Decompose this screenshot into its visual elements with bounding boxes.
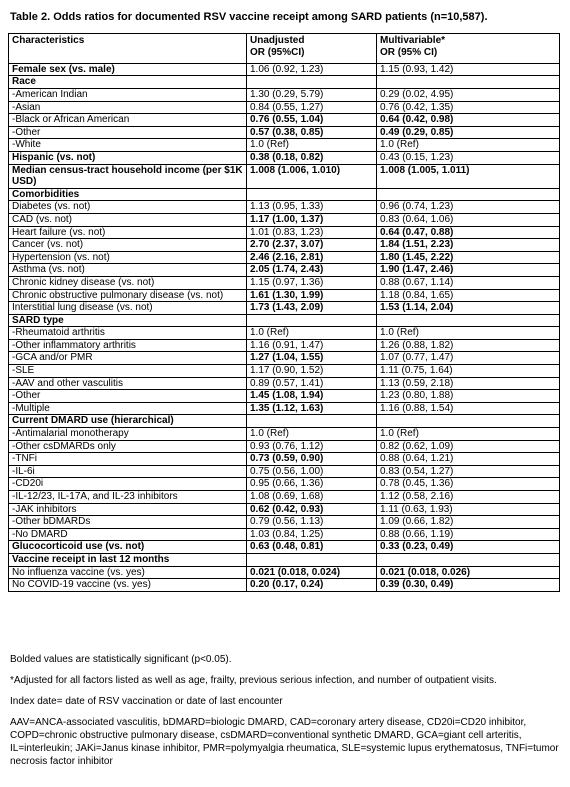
table-row — [9, 327, 560, 340]
unadjusted-or: 1.27 (1.04, 1.55) — [247, 352, 377, 365]
table-row — [9, 528, 560, 541]
table-row — [9, 264, 560, 277]
row-label: -Rheumatoid arthritis — [9, 327, 247, 340]
header-multivariable — [377, 34, 560, 64]
table-row — [9, 101, 560, 114]
multivariable-or: 0.83 (0.64, 1.06) — [377, 213, 560, 226]
multivariable-or: 1.008 (1.005, 1.011) — [377, 164, 560, 188]
unadjusted-or: 1.16 (0.91, 1.47) — [247, 339, 377, 352]
multivariable-or: 0.29 (0.02, 4.95) — [377, 89, 560, 102]
row-label: Heart failure (vs. not) — [9, 226, 247, 239]
multivariable-or: 1.13 (0.59, 2.18) — [377, 377, 560, 390]
row-label: SARD type — [9, 314, 247, 327]
multivariable-or: 0.33 (0.23, 0.49) — [377, 541, 560, 554]
multivariable-or — [377, 314, 560, 327]
unadjusted-or: 0.62 (0.42, 0.93) — [247, 503, 377, 516]
multivariable-or — [377, 188, 560, 201]
multivariable-or: 0.43 (0.15, 1.23) — [377, 151, 560, 164]
unadjusted-or: 1.17 (1.00, 1.37) — [247, 213, 377, 226]
unadjusted-or: 0.76 (0.55, 1.04) — [247, 114, 377, 127]
multivariable-or: 1.11 (0.75, 1.64) — [377, 365, 560, 378]
table-row — [9, 541, 560, 554]
multivariable-or — [377, 553, 560, 566]
row-label: Current DMARD use (hierarchical) — [9, 415, 247, 428]
multivariable-or: 1.15 (0.93, 1.42) — [377, 63, 560, 76]
table-row — [9, 415, 560, 428]
row-label: -IL-6i — [9, 465, 247, 478]
unadjusted-or: 0.73 (0.59, 0.90) — [247, 453, 377, 466]
multivariable-or: 0.82 (0.62, 1.09) — [377, 440, 560, 453]
table-row — [9, 289, 560, 302]
table-row — [9, 139, 560, 152]
table-row — [9, 302, 560, 315]
multivariable-or: 0.39 (0.30, 0.49) — [377, 579, 560, 592]
row-label: Hispanic (vs. not) — [9, 151, 247, 164]
table-row — [9, 201, 560, 214]
multivariable-or: 1.11 (0.63, 1.93) — [377, 503, 560, 516]
table-row — [9, 465, 560, 478]
table-row — [9, 239, 560, 252]
odds-ratio-table — [8, 33, 560, 592]
row-label: -IL-12/23, IL-17A, and IL-23 inhibitors — [9, 491, 247, 504]
unadjusted-or: 1.0 (Ref) — [247, 428, 377, 441]
row-label: -Other bDMARDs — [9, 516, 247, 529]
table-row — [9, 76, 560, 89]
unadjusted-or: 1.73 (1.43, 2.09) — [247, 302, 377, 315]
unadjusted-or: 0.20 (0.17, 0.24) — [247, 579, 377, 592]
multivariable-or: 1.23 (0.80, 1.88) — [377, 390, 560, 403]
table-row — [9, 579, 560, 592]
table-row — [9, 478, 560, 491]
table-row — [9, 188, 560, 201]
row-label: -No DMARD — [9, 528, 247, 541]
row-label: Hypertension (vs. not) — [9, 251, 247, 264]
row-label: Chronic kidney disease (vs. not) — [9, 276, 247, 289]
multivariable-or: 0.88 (0.67, 1.14) — [377, 276, 560, 289]
multivariable-or: 0.49 (0.29, 0.85) — [377, 126, 560, 139]
row-label: -AAV and other vasculitis — [9, 377, 247, 390]
row-label: -Black or African American — [9, 114, 247, 127]
table-row — [9, 453, 560, 466]
multivariable-or: 0.64 (0.42, 0.98) — [377, 114, 560, 127]
unadjusted-or: 0.84 (0.55, 1.27) — [247, 101, 377, 114]
table-row — [9, 516, 560, 529]
unadjusted-or: 0.89 (0.57, 1.41) — [247, 377, 377, 390]
header-unadjusted-line2: OR (95%CI) — [250, 47, 305, 59]
multivariable-or: 0.96 (0.74, 1.23) — [377, 201, 560, 214]
row-label: -Other — [9, 126, 247, 139]
unadjusted-or — [247, 415, 377, 428]
unadjusted-or: 1.35 (1.12, 1.63) — [247, 402, 377, 415]
multivariable-or: 0.64 (0.47, 0.88) — [377, 226, 560, 239]
multivariable-or: 1.09 (0.66, 1.82) — [377, 516, 560, 529]
unadjusted-or: 1.0 (Ref) — [247, 327, 377, 340]
significance-note: Bolded values are statistically significant (p<0.05). — [10, 654, 232, 665]
unadjusted-or: 0.75 (0.56, 1.00) — [247, 465, 377, 478]
multivariable-or: 1.18 (0.84, 1.65) — [377, 289, 560, 302]
unadjusted-or: 0.021 (0.018, 0.024) — [247, 566, 377, 579]
unadjusted-or: 1.01 (0.83, 1.23) — [247, 226, 377, 239]
row-label: CAD (vs. not) — [9, 213, 247, 226]
row-label: Race — [9, 76, 247, 89]
table-row — [9, 89, 560, 102]
unadjusted-or: 0.38 (0.18, 0.82) — [247, 151, 377, 164]
table-row — [9, 352, 560, 365]
multivariable-or: 1.84 (1.51, 2.23) — [377, 239, 560, 252]
unadjusted-or: 1.15 (0.97, 1.36) — [247, 276, 377, 289]
unadjusted-or: 0.63 (0.48, 0.81) — [247, 541, 377, 554]
unadjusted-or — [247, 76, 377, 89]
row-label: Interstitial lung disease (vs. not) — [9, 302, 247, 315]
unadjusted-or — [247, 553, 377, 566]
unadjusted-or: 1.03 (0.84, 1.25) — [247, 528, 377, 541]
table-row — [9, 314, 560, 327]
row-label: -Asian — [9, 101, 247, 114]
table-row — [9, 365, 560, 378]
unadjusted-or: 1.08 (0.69, 1.68) — [247, 491, 377, 504]
multivariable-or: 1.0 (Ref) — [377, 428, 560, 441]
table-title: Table 2. Odds ratios for documented RSV vaccine receipt among SARD patients (n=10,587). — [10, 11, 488, 23]
unadjusted-or — [247, 188, 377, 201]
table-row — [9, 339, 560, 352]
unadjusted-or: 1.45 (1.08, 1.94) — [247, 390, 377, 403]
row-label: Comorbidities — [9, 188, 247, 201]
unadjusted-or: 1.0 (Ref) — [247, 139, 377, 152]
multivariable-or: 1.0 (Ref) — [377, 139, 560, 152]
unadjusted-or: 1.30 (0.29, 5.79) — [247, 89, 377, 102]
table-row — [9, 63, 560, 76]
table-header-row — [9, 34, 560, 64]
multivariable-or: 0.88 (0.64, 1.21) — [377, 453, 560, 466]
header-multivariable-line2: OR (95% CI) — [380, 47, 438, 59]
table-row — [9, 553, 560, 566]
table-row — [9, 503, 560, 516]
table-row — [9, 151, 560, 164]
row-label: -American Indian — [9, 89, 247, 102]
table-row — [9, 377, 560, 390]
multivariable-or: 0.88 (0.66, 1.19) — [377, 528, 560, 541]
table-row — [9, 164, 560, 188]
unadjusted-or — [247, 314, 377, 327]
row-label: No influenza vaccine (vs. yes) — [9, 566, 247, 579]
table-row — [9, 566, 560, 579]
table-row — [9, 226, 560, 239]
unadjusted-or: 1.06 (0.92, 1.23) — [247, 63, 377, 76]
table-row — [9, 126, 560, 139]
header-characteristics: Characteristics — [9, 34, 247, 64]
table-row — [9, 440, 560, 453]
unadjusted-or: 2.46 (2.16, 2.81) — [247, 251, 377, 264]
row-label: -TNFi — [9, 453, 247, 466]
table-row — [9, 114, 560, 127]
multivariable-or: 0.78 (0.45, 1.36) — [377, 478, 560, 491]
unadjusted-or: 2.70 (2.37, 3.07) — [247, 239, 377, 252]
unadjusted-or: 0.93 (0.76, 1.12) — [247, 440, 377, 453]
unadjusted-or: 0.57 (0.38, 0.85) — [247, 126, 377, 139]
table-row — [9, 402, 560, 415]
row-label: -Other csDMARDs only — [9, 440, 247, 453]
row-label: Cancer (vs. not) — [9, 239, 247, 252]
table-row — [9, 491, 560, 504]
row-label: -Multiple — [9, 402, 247, 415]
multivariable-or — [377, 415, 560, 428]
row-label: -Other — [9, 390, 247, 403]
row-label: No COVID-19 vaccine (vs. yes) — [9, 579, 247, 592]
header-multivariable-line1: Multivariable* — [380, 35, 446, 46]
row-label: Asthma (vs. not) — [9, 264, 247, 277]
unadjusted-or: 1.13 (0.95, 1.33) — [247, 201, 377, 214]
unadjusted-or: 1.17 (0.90, 1.52) — [247, 365, 377, 378]
multivariable-or: 0.76 (0.42, 1.35) — [377, 101, 560, 114]
row-label: -GCA and/or PMR — [9, 352, 247, 365]
multivariable-or: 1.0 (Ref) — [377, 327, 560, 340]
row-label: -White — [9, 139, 247, 152]
row-label: -Other inflammatory arthritis — [9, 339, 247, 352]
row-label: -JAK inhibitors — [9, 503, 247, 516]
multivariable-or: 1.07 (0.77, 1.47) — [377, 352, 560, 365]
row-label: Female sex (vs. male) — [9, 63, 247, 76]
multivariable-or: 1.12 (0.58, 2.16) — [377, 491, 560, 504]
table-row — [9, 390, 560, 403]
unadjusted-or: 1.008 (1.006, 1.010) — [247, 164, 377, 188]
row-label: -CD20i — [9, 478, 247, 491]
multivariable-or: 0.021 (0.018, 0.026) — [377, 566, 560, 579]
unadjusted-or: 1.61 (1.30, 1.99) — [247, 289, 377, 302]
unadjusted-or: 0.79 (0.56, 1.13) — [247, 516, 377, 529]
row-label: Diabetes (vs. not) — [9, 201, 247, 214]
multivariable-or: 1.26 (0.88, 1.82) — [377, 339, 560, 352]
row-label: Chronic obstructive pulmonary disease (vs. not) — [9, 289, 247, 302]
table-row — [9, 213, 560, 226]
multivariable-or: 0.83 (0.54, 1.27) — [377, 465, 560, 478]
table-notes — [10, 653, 562, 776]
unadjusted-or: 0.95 (0.66, 1.36) — [247, 478, 377, 491]
row-label: -Antimalarial monotherapy — [9, 428, 247, 441]
multivariable-or — [377, 76, 560, 89]
multivariable-or: 1.80 (1.45, 2.22) — [377, 251, 560, 264]
multivariable-or: 1.16 (0.88, 1.54) — [377, 402, 560, 415]
header-unadjusted-line1: Unadjusted — [250, 35, 305, 46]
abbreviations-note: AAV=ANCA-associated vasculitis, bDMARD=biologic DMARD, CAD=coronary artery disease, CD20i=CD20 inhibitor, COPD=chronic obstructive pulmonary disease, csDMARD=conventional synthetic DMARD, GCA=giant cell arteritis, IL=interleukin; JAKi=Janus kinase inhibitor, PMR=polymyalgia rheumatica, SLE=systemic lupus erythematosus, TNFi=tumor necrosis factor inhibitor — [10, 717, 559, 767]
table-row — [9, 251, 560, 264]
row-label: Glucocorticoid use (vs. not) — [9, 541, 247, 554]
multivariable-or: 1.90 (1.47, 2.46) — [377, 264, 560, 277]
row-label: -SLE — [9, 365, 247, 378]
multivariable-or: 1.53 (1.14, 2.04) — [377, 302, 560, 315]
row-label: Median census-tract household income (per $1K USD) — [9, 164, 247, 188]
adjustment-note: *Adjusted for all factors listed as well as age, frailty, previous serious infection, and number of outpatient visits. — [10, 675, 497, 686]
table-row — [9, 428, 560, 441]
row-label: Vaccine receipt in last 12 months — [9, 553, 247, 566]
index-date-note: Index date= date of RSV vaccination or date of last encounter — [10, 696, 283, 707]
header-unadjusted — [247, 34, 377, 64]
table-row — [9, 276, 560, 289]
unadjusted-or: 2.05 (1.74, 2.43) — [247, 264, 377, 277]
